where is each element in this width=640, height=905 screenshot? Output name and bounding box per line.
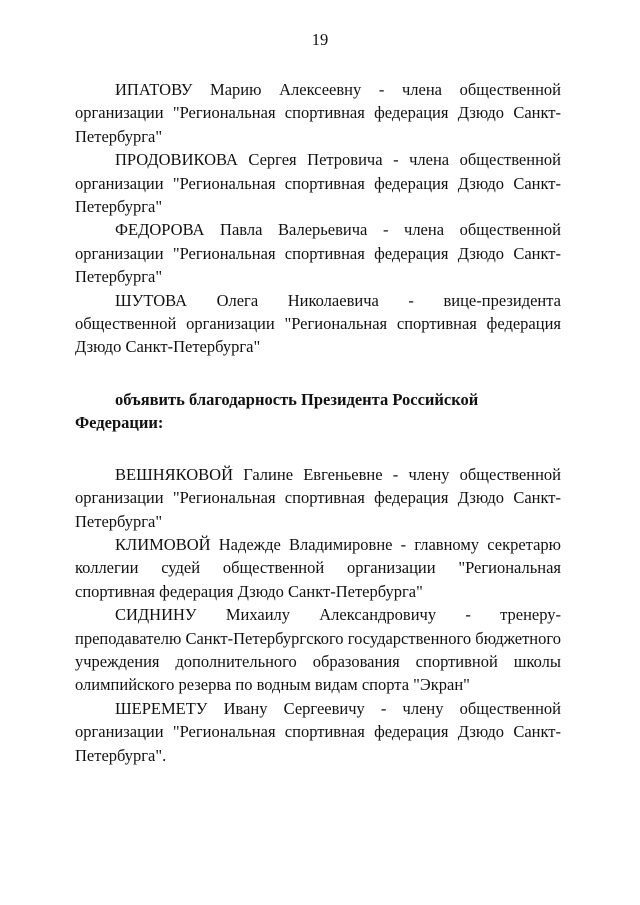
gratitude-entry-sheremet: ШЕРЕМЕТУ Ивану Сергеевичу - члену общественной организации "Региональная спортивная федерация Дзюдо Санкт-Петербурга". [75, 698, 561, 765]
gratitude-entry-sidnin: СИДНИНУ Михаилу Александровичу - тренеру-преподавателю Санкт-Петербургского государственного бюджетного учреждения дополнительного образования спортивной школы олимпийского резерва по водным видам спорта "Экран" [75, 605, 561, 695]
award-entry-ipatova: ИПАТОВУ Марию Алексеевну - члена общественной организации "Региональная спортивная федерация Дзюдо Санкт-Петербурга" [75, 80, 561, 146]
section-heading: объявить благодарность Президента Российской Федерации: [75, 389, 479, 433]
award-entry-prodovikov: ПРОДОВИКОВА Сергея Петровича - члена общественной организации "Региональная спортивная федерация Дзюдо Санкт-Петербурга" [75, 150, 561, 217]
document-body [75, 78, 561, 767]
gratitude-entry-veshnyakova: ВЕШНЯКОВОЙ Галине Евгеньевне - члену общественной организации "Региональная спортивная федерация Дзюдо Санкт-Петербурга" [75, 464, 561, 531]
gratitude-entry-klimova: КЛИМОВОЙ Надежде Владимировне - главному секретарю коллегии судей общественной организации "Региональная спортивная федерация Дзюдо Санкт-Петербурга" [75, 534, 561, 601]
award-entry-shutov: ШУТОВА Олега Николаевича - вице-президента общественной организации "Региональная спортивная федерация Дзюдо Санкт-Петербурга" [75, 290, 561, 357]
award-entry-fedorov: ФЕДОРОВА Павла Валерьевича - члена общественной организации "Региональная спортивная федерация Дзюдо Санкт-Петербурга" [75, 220, 561, 287]
page-number: 19 [311, 30, 329, 49]
